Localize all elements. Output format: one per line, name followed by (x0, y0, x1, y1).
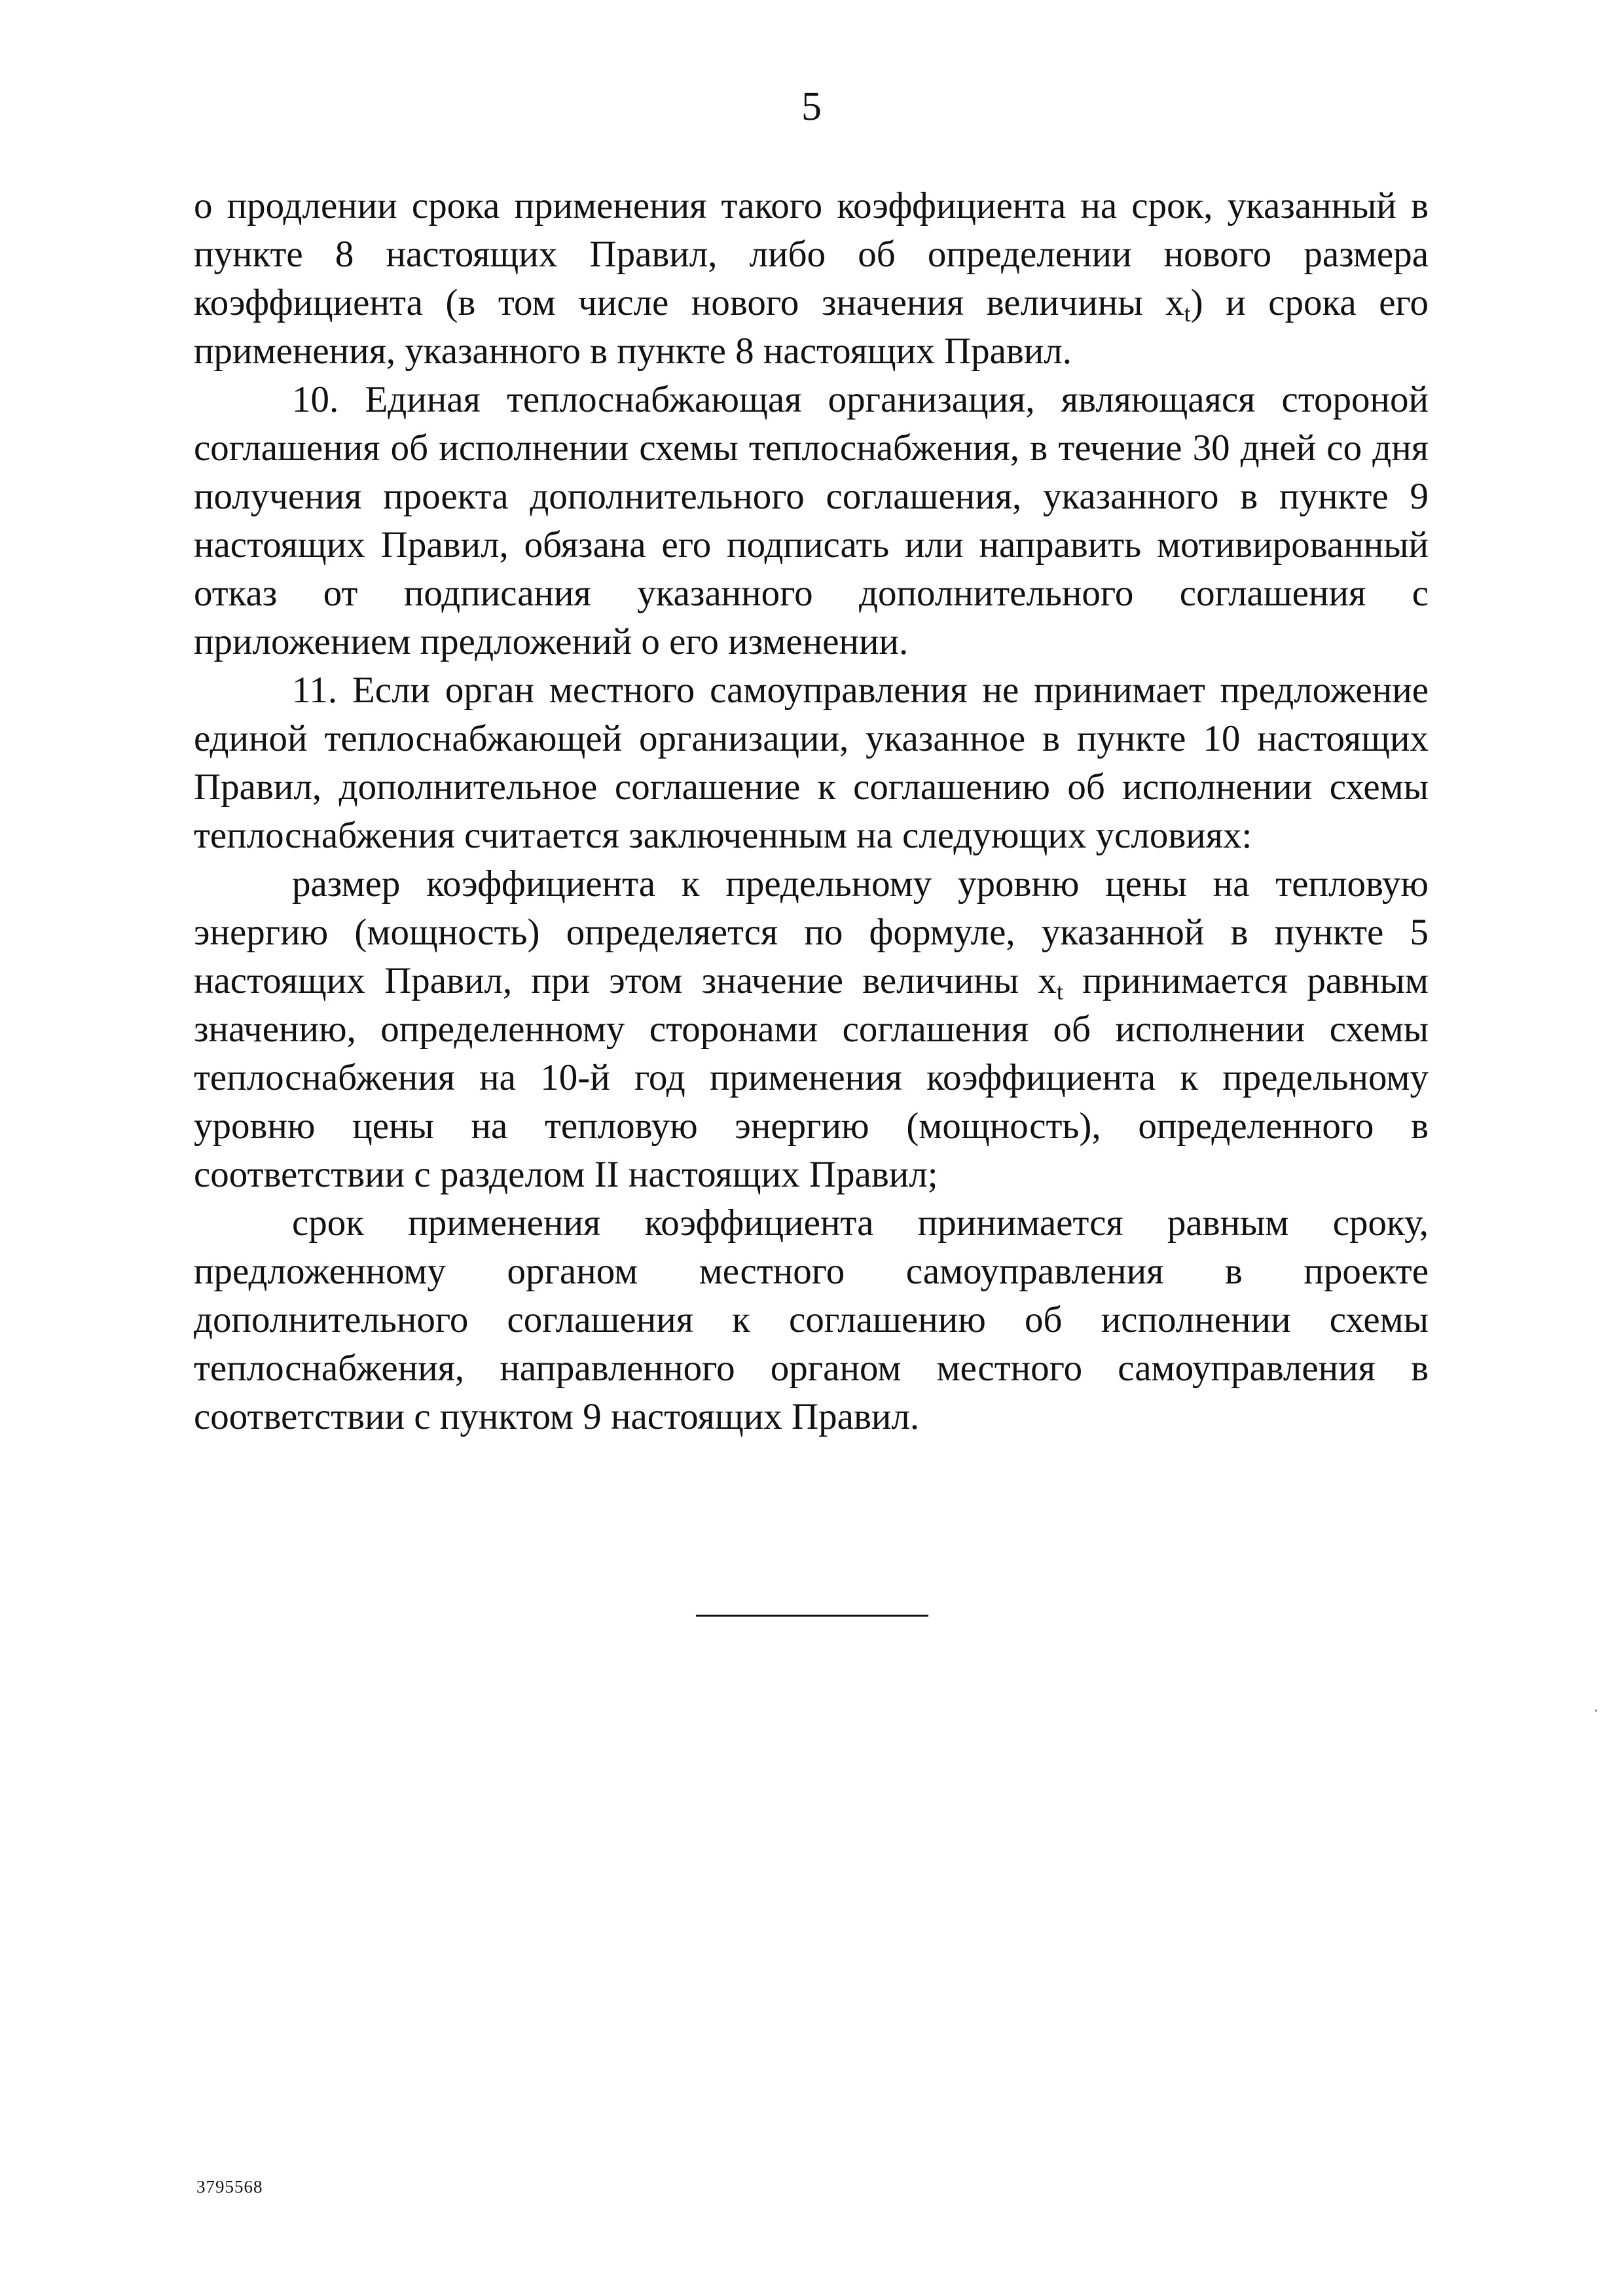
paragraph-text: размер коэффициента к предельному уровню цены на тепловую энергию (мощность) определяется по формуле, указанной в пункте 5 настоящих Правил, при этом значение величины (194, 863, 1429, 1001)
paragraph-coefficient-size (194, 860, 1429, 1199)
paragraph-coefficient-term: срок применения коэффициента принимается равным сроку, предложенному органом местного самоуправления в проекте дополнительного соглашения к соглашению об исполнении схемы теплоснабжения, направленного органом местного самоуправления в соответствии с пунктом 9 настоящих Правил. (194, 1202, 1429, 1437)
page-number: 5 (801, 84, 822, 129)
paragraph-item-11: 11. Если орган местного самоуправления не принимает предложение единой теплоснабжающей организации, указанное в пункте 10 настоящих Правил, дополнительное соглашение к соглашению об исполнении схемы теплоснабжения считается заключенным на следующих условиях: (194, 670, 1429, 856)
scan-speck (1595, 1710, 1597, 1712)
paragraph-item-10: 10. Единая теплоснабжающая организация, являющаяся стороной соглашения об исполнении схемы теплоснабжения, в течение 30 дней со дня получения проекта дополнительного соглашения, указанного в пункте 9 настоящих Правил, обязана его подписать или направить мотивированный отказ от подписания указанного дополнительного соглашения с приложением предложений о его изменении. (194, 379, 1429, 662)
paragraph-text: ) и срока его применения, указанного в пункте 8 настоящих Правил. (194, 282, 1429, 372)
separator-line (696, 1615, 928, 1617)
variable-x: x (1165, 282, 1184, 323)
paragraph-continuation (194, 182, 1429, 376)
paragraph-text: принимается равным значению, определенному сторонами соглашения об исполнении схемы теплоснабжения на 10-й год применения коэффициента к предельному уровню цены на тепловую энергию (мощность), определенного в соответствии с разделом II настоящих Правил; (194, 960, 1429, 1195)
paragraph-text: о продлении срока применения такого коэффициента на срок, указанный в пункте 8 настоящих Правил, либо об определении нового размера коэффициента (в том числе нового значения величины (194, 185, 1429, 323)
variable-subscript: t (1184, 300, 1191, 327)
document-id: 3795568 (196, 2177, 263, 2197)
variable-x: x (1038, 960, 1057, 1001)
document-body (194, 182, 1429, 1441)
variable-subscript: t (1056, 978, 1063, 1005)
